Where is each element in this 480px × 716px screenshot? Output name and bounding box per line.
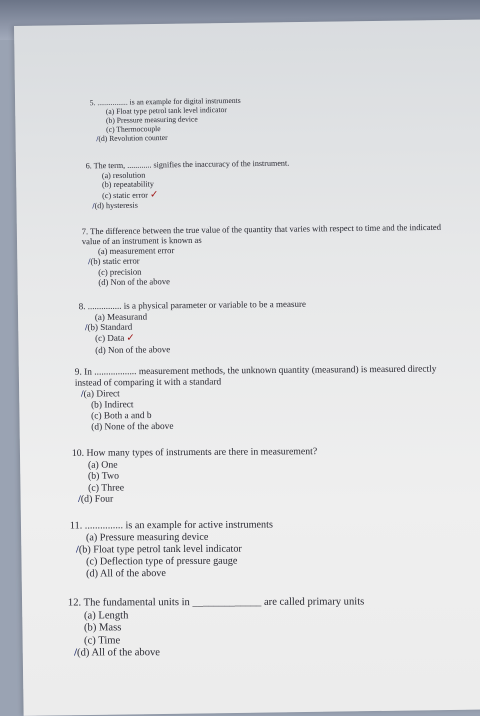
handwritten-mark-icon: / xyxy=(75,544,79,556)
option-b: (b) Two xyxy=(87,470,120,482)
option-a: (a) Float type petrol tank level indicator xyxy=(105,104,227,116)
option-a-text: (a) Direct xyxy=(83,389,120,400)
question-stem: 5. ................ is an example for digital instruments xyxy=(89,95,241,108)
option-c-text: (c) Data xyxy=(95,332,125,343)
option-b: (b) Pressure measuring device xyxy=(105,114,198,125)
question-stem: 9. In .................. measurement methods, the unknown quantity (measurand) is measured directly instead of comparing it with a standard xyxy=(74,364,437,389)
question-stem: 11. ............... is an example for active instruments xyxy=(69,519,273,532)
option-c: (c) Thermocouple xyxy=(106,123,161,134)
question-8 xyxy=(79,299,307,356)
option-b xyxy=(70,544,273,557)
option-a: (a) One xyxy=(87,459,118,471)
option-a: (a) Pressure measuring device xyxy=(85,531,209,544)
option-d: (d) All of the above xyxy=(86,568,166,580)
option-a: (a) Measurand xyxy=(94,311,148,322)
option-d-text: (d) Revolution counter xyxy=(98,132,168,143)
option-a: (a) Length xyxy=(83,609,129,621)
option-c: (c) Both a and b xyxy=(91,411,152,422)
question-10 xyxy=(72,446,318,505)
question-11 xyxy=(70,519,273,580)
option-b-text: (b) Standard xyxy=(87,321,133,333)
handwritten-mark-icon: / xyxy=(96,133,99,143)
question-6 xyxy=(86,159,290,212)
option-c-text: (c) static error xyxy=(102,190,149,200)
option-d-text: (d) hysteresis xyxy=(94,201,138,211)
question-5 xyxy=(90,97,242,144)
handwritten-mark-icon: / xyxy=(74,647,78,659)
option-c: (c) Time xyxy=(84,634,121,646)
option-d xyxy=(68,646,364,660)
option-d: (d) Non of the above xyxy=(95,343,171,355)
option-d xyxy=(72,492,317,505)
question-stem: 12. The fundamental units in _____________ are called primary units xyxy=(67,596,365,609)
question-stem: 7. The difference between the true value of the quantity that varies with respect to time and the indicated value of an instrument is known as xyxy=(81,221,442,247)
option-b-text: (b) static error xyxy=(90,255,140,267)
option-d-text: (d) All of the above xyxy=(77,647,161,659)
question-12 xyxy=(68,596,365,660)
handwritten-mark-icon: / xyxy=(92,201,95,211)
option-d-text: (d) Four xyxy=(80,493,114,505)
option-d: (d) None of the above xyxy=(91,422,174,434)
question-9 xyxy=(75,364,461,434)
option-c: (c) Deflection type of pressure gauge xyxy=(86,555,238,568)
option-b: (b) repeatability xyxy=(101,179,154,190)
question-stem: 10. How many types of instruments are there in measurement? xyxy=(71,446,318,459)
option-c: (c) precision xyxy=(98,266,142,277)
option-b-text: (b) Float type petrol tank level indicator xyxy=(78,543,242,556)
option-d: (d) Non of the above xyxy=(98,275,170,287)
handwritten-mark-icon: / xyxy=(88,256,91,267)
handwritten-mark-icon: / xyxy=(84,322,88,333)
option-b: (b) Indirect xyxy=(91,400,134,411)
question-stem: 8. ............... is a physical parameter or variable to be a measure xyxy=(78,298,306,312)
option-a: (a) measurement error xyxy=(97,245,175,257)
handwritten-mark-icon: / xyxy=(78,493,81,506)
handwritten-mark-icon: / xyxy=(80,389,84,400)
option-a: (a) resolution xyxy=(101,170,146,180)
option-c: (c) Three xyxy=(88,482,125,494)
question-7 xyxy=(82,222,453,287)
option-b: (b) Mass xyxy=(83,622,122,634)
red-tick-icon: ✓ xyxy=(126,332,135,344)
red-tick-icon: ✓ xyxy=(149,189,159,201)
question-stem: 6. The term, ............ signifies the inaccuracy of the instrument. xyxy=(85,158,290,171)
